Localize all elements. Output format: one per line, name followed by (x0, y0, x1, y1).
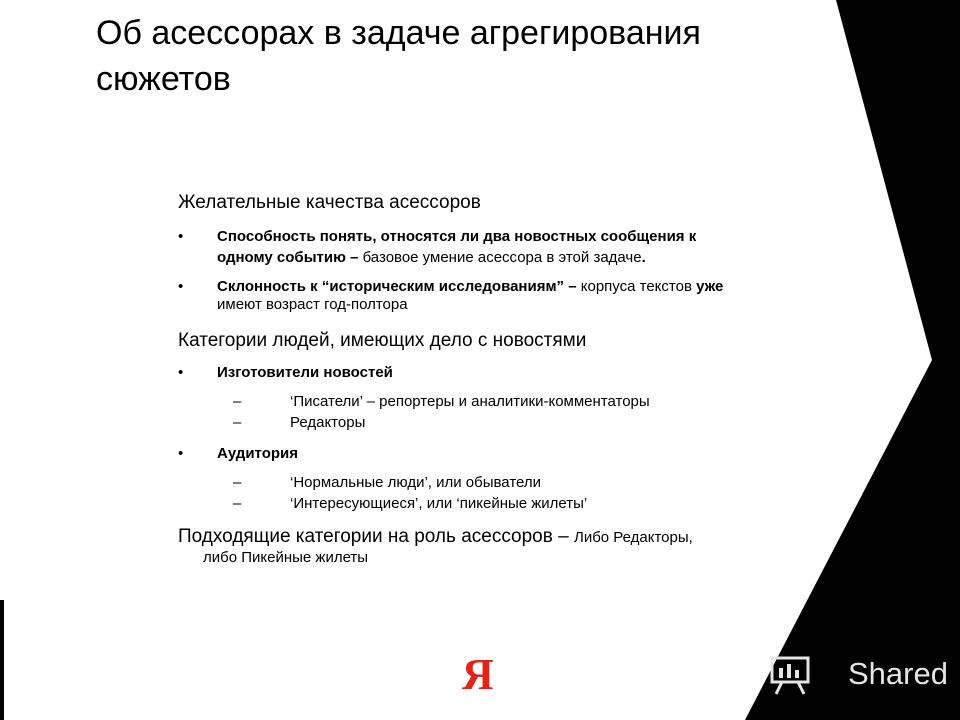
shared-watermark (768, 652, 948, 702)
bullet-dot: • (178, 445, 184, 462)
sub-item (178, 391, 858, 412)
bullet-text: Способность понять, относятся ли два новостных сообщения к (217, 228, 697, 245)
bullet-text: . (641, 249, 646, 266)
sub-item (178, 472, 858, 493)
yandex-logo: Я (462, 650, 494, 699)
section-tail-text: либо Пикейные жилеты (203, 549, 369, 566)
section-heading-categories: Категории людей, имеющих дело с новостями (178, 330, 587, 351)
slide-title (96, 10, 816, 102)
bullet-item (178, 278, 858, 314)
bullet-text: уже (696, 278, 724, 295)
section-heading-suitable (178, 524, 858, 551)
bullet-text: Склонность к “историческим исследованиям” – (217, 278, 581, 295)
sub-dash: – (233, 414, 242, 431)
section-heading-qualities: Желательные качества асессоров (178, 192, 481, 213)
bullet-text: одному событию – (217, 249, 363, 266)
bullet-text: имеют возраст год-полтора (217, 296, 408, 313)
bullet-item (178, 226, 858, 268)
heading-text: Подходящие категории на роль асессоров – (178, 526, 574, 547)
sub-text: ‘Интересующиеся’, или ‘пикейные жилеты’ (290, 495, 588, 512)
bullet-dot: • (178, 364, 184, 381)
slide-content (178, 190, 858, 567)
sub-item (178, 493, 858, 514)
sub-text: ‘Нормальные люди’, или обыватели (290, 474, 542, 491)
bullet-item (178, 362, 858, 383)
bullet-text: корпуса текстов (580, 278, 697, 295)
sub-dash: – (233, 495, 242, 512)
left-border-strip (0, 600, 4, 720)
title-line-1: Об асессорах в задаче агрегирования (96, 14, 701, 52)
bullet-text: базовое умение асессора в этой задаче (362, 249, 642, 266)
bullet-text: Аудитория (217, 445, 298, 462)
bullet-item (178, 443, 858, 464)
presentation-board-icon (768, 652, 812, 696)
sub-text: Редакторы (290, 414, 366, 431)
bullet-dot: • (178, 228, 184, 245)
sub-text: ‘Писатели’ – репортеры и аналитики-комментаторы (290, 393, 650, 410)
sub-dash: – (233, 474, 242, 491)
title-line-2: сюжетов (96, 60, 231, 98)
sub-dash: – (233, 393, 242, 410)
sub-item (178, 412, 858, 433)
heading-small-text: Либо Редакторы, (573, 529, 693, 546)
bullet-text: Изготовители новостей (217, 364, 393, 381)
watermark-text: Shared (848, 656, 948, 691)
bullet-dot: • (178, 278, 184, 295)
